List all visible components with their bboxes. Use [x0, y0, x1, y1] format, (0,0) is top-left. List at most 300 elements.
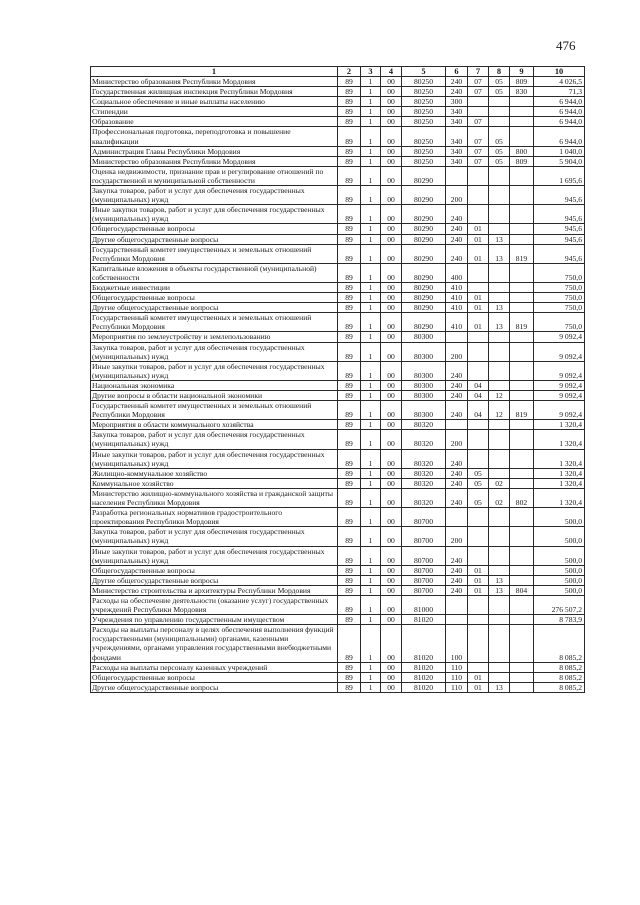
- column-header-9: 9: [510, 67, 534, 77]
- code-00-cell: 00: [381, 546, 402, 565]
- code-00-cell: 00: [381, 332, 402, 342]
- code-89-cell: 89: [338, 205, 361, 224]
- table-row: [91, 205, 585, 224]
- ministry-code-cell: [510, 166, 534, 185]
- item-name-cell: Закупка товаров, работ и услуг для обеспечения государственных (муниципальных) нужд: [91, 527, 338, 546]
- table-row: [91, 166, 585, 185]
- code-00-cell: 00: [381, 303, 402, 313]
- expense-type-cell: 410: [446, 282, 468, 292]
- code-00-cell: 00: [381, 117, 402, 127]
- code-1-cell: 1: [361, 662, 381, 672]
- column-header-1: 1: [91, 67, 338, 77]
- amount-cell: 1 320,4: [534, 449, 585, 468]
- amount-cell: 945,6: [534, 234, 585, 244]
- code-89-cell: 89: [338, 234, 361, 244]
- ministry-code-cell: [510, 205, 534, 224]
- table-row: [91, 342, 585, 361]
- code-89-cell: 89: [338, 430, 361, 449]
- code-89-cell: 89: [338, 166, 361, 185]
- target-code-cell: 80290: [402, 166, 446, 185]
- expense-type-cell: 200: [446, 430, 468, 449]
- amount-cell: 9 092,4: [534, 380, 585, 390]
- item-name-cell: Государственная жилищная инспекция Республики Мордовия: [91, 87, 338, 97]
- code-1-cell: 1: [361, 468, 381, 478]
- expense-type-cell: 410: [446, 293, 468, 303]
- table-row: [91, 380, 585, 390]
- subsection-cell: [489, 361, 510, 380]
- code-89-cell: 89: [338, 87, 361, 97]
- expense-type-cell: 240: [446, 391, 468, 401]
- code-89-cell: 89: [338, 420, 361, 430]
- expense-type-cell: 240: [446, 224, 468, 234]
- amount-cell: 750,0: [534, 263, 585, 282]
- expense-type-cell: 240: [446, 244, 468, 263]
- table-row: [91, 244, 585, 263]
- ministry-code-cell: 802: [510, 488, 534, 507]
- code-1-cell: 1: [361, 672, 381, 682]
- subsection-cell: [489, 107, 510, 117]
- ministry-code-cell: [510, 342, 534, 361]
- section-cell: [468, 166, 489, 185]
- target-code-cell: 81020: [402, 682, 446, 692]
- code-89-cell: 89: [338, 478, 361, 488]
- expense-type-cell: 200: [446, 186, 468, 205]
- subsection-cell: 02: [489, 478, 510, 488]
- section-cell: [468, 508, 489, 527]
- code-00-cell: 00: [381, 205, 402, 224]
- table-row: [91, 420, 585, 430]
- code-00-cell: 00: [381, 430, 402, 449]
- ministry-code-cell: [510, 615, 534, 625]
- target-code-cell: 80700: [402, 575, 446, 585]
- table-row: [91, 97, 585, 107]
- code-1-cell: 1: [361, 97, 381, 107]
- amount-cell: 276 507,2: [534, 595, 585, 614]
- section-cell: 01: [468, 313, 489, 332]
- column-header-3: 3: [361, 67, 381, 77]
- target-code-cell: 80250: [402, 127, 446, 146]
- target-code-cell: 80320: [402, 468, 446, 478]
- target-code-cell: 80290: [402, 303, 446, 313]
- expense-type-cell: [446, 420, 468, 430]
- column-header-10: 10: [534, 67, 585, 77]
- code-89-cell: 89: [338, 401, 361, 420]
- code-1-cell: 1: [361, 527, 381, 546]
- code-1-cell: 1: [361, 391, 381, 401]
- section-cell: [468, 625, 489, 662]
- ministry-code-cell: [510, 234, 534, 244]
- code-89-cell: 89: [338, 97, 361, 107]
- subsection-cell: [489, 662, 510, 672]
- code-00-cell: 00: [381, 565, 402, 575]
- amount-cell: 1 320,4: [534, 430, 585, 449]
- ministry-code-cell: 830: [510, 87, 534, 97]
- code-00-cell: 00: [381, 224, 402, 234]
- table-row: [91, 662, 585, 672]
- section-cell: 07: [468, 127, 489, 146]
- code-89-cell: 89: [338, 508, 361, 527]
- code-1-cell: 1: [361, 420, 381, 430]
- code-1-cell: 1: [361, 293, 381, 303]
- ministry-code-cell: [510, 224, 534, 234]
- table-row: [91, 682, 585, 692]
- target-code-cell: 81020: [402, 615, 446, 625]
- section-cell: 07: [468, 87, 489, 97]
- amount-cell: 500,0: [534, 585, 585, 595]
- code-1-cell: 1: [361, 449, 381, 468]
- code-00-cell: 00: [381, 166, 402, 185]
- expense-type-cell: [446, 615, 468, 625]
- item-name-cell: Администрация Главы Республики Мордовия: [91, 146, 338, 156]
- code-89-cell: 89: [338, 595, 361, 614]
- code-00-cell: 00: [381, 527, 402, 546]
- expense-type-cell: [446, 332, 468, 342]
- code-89-cell: 89: [338, 332, 361, 342]
- code-00-cell: 00: [381, 244, 402, 263]
- expense-type-cell: 340: [446, 146, 468, 156]
- item-name-cell: Государственный комитет имущественных и земельных отношений Республики Мордовия: [91, 313, 338, 332]
- section-cell: 04: [468, 401, 489, 420]
- target-code-cell: 80290: [402, 244, 446, 263]
- code-89-cell: 89: [338, 224, 361, 234]
- table-row: [91, 117, 585, 127]
- code-1-cell: 1: [361, 234, 381, 244]
- code-1-cell: 1: [361, 107, 381, 117]
- section-cell: [468, 546, 489, 565]
- section-cell: [468, 361, 489, 380]
- target-code-cell: 80320: [402, 488, 446, 507]
- subsection-cell: [489, 186, 510, 205]
- subsection-cell: [489, 468, 510, 478]
- code-89-cell: 89: [338, 117, 361, 127]
- item-name-cell: Иные закупки товаров, работ и услуг для обеспечения государственных (муниципальных) нужд: [91, 205, 338, 224]
- expense-type-cell: 240: [446, 205, 468, 224]
- ministry-code-cell: [510, 391, 534, 401]
- target-code-cell: 80320: [402, 430, 446, 449]
- code-1-cell: 1: [361, 478, 381, 488]
- item-name-cell: Жилищно-коммунальное хозяйство: [91, 468, 338, 478]
- ministry-code-cell: [510, 478, 534, 488]
- column-header-6: 6: [446, 67, 468, 77]
- code-89-cell: 89: [338, 127, 361, 146]
- code-89-cell: 89: [338, 468, 361, 478]
- subsection-cell: [489, 117, 510, 127]
- table-row: [91, 361, 585, 380]
- target-code-cell: 80700: [402, 546, 446, 565]
- expense-type-cell: 240: [446, 449, 468, 468]
- section-cell: [468, 449, 489, 468]
- expense-type-cell: 300: [446, 97, 468, 107]
- code-1-cell: 1: [361, 77, 381, 87]
- amount-cell: 500,0: [534, 527, 585, 546]
- code-00-cell: 00: [381, 391, 402, 401]
- target-code-cell: 80300: [402, 332, 446, 342]
- target-code-cell: 80290: [402, 186, 446, 205]
- code-00-cell: 00: [381, 127, 402, 146]
- ministry-code-cell: 819: [510, 244, 534, 263]
- table-row: [91, 303, 585, 313]
- item-name-cell: Министерство строительства и архитектуры Республики Мордовия: [91, 585, 338, 595]
- item-name-cell: Мероприятия по землеустройству и землепользованию: [91, 332, 338, 342]
- section-cell: 01: [468, 224, 489, 234]
- subsection-cell: 02: [489, 488, 510, 507]
- ministry-code-cell: [510, 546, 534, 565]
- expense-type-cell: 240: [446, 565, 468, 575]
- section-cell: [468, 595, 489, 614]
- section-cell: 01: [468, 293, 489, 303]
- table-row: [91, 224, 585, 234]
- code-1-cell: 1: [361, 625, 381, 662]
- amount-cell: 1 695,6: [534, 166, 585, 185]
- section-cell: [468, 420, 489, 430]
- expense-type-cell: 240: [446, 380, 468, 390]
- item-name-cell: Закупка товаров, работ и услуг для обеспечения государственных (муниципальных) нужд: [91, 430, 338, 449]
- column-header-4: 4: [381, 67, 402, 77]
- code-89-cell: 89: [338, 682, 361, 692]
- item-name-cell: Национальная экономика: [91, 380, 338, 390]
- expense-type-cell: 340: [446, 107, 468, 117]
- item-name-cell: Иные закупки товаров, работ и услуг для обеспечения государственных (муниципальных) нужд: [91, 546, 338, 565]
- item-name-cell: Оценка недвижимости, признание прав и регулирование отношений по государственной и муниципальной собственности: [91, 166, 338, 185]
- ministry-code-cell: [510, 430, 534, 449]
- target-code-cell: 81020: [402, 625, 446, 662]
- expense-type-cell: 340: [446, 156, 468, 166]
- item-name-cell: Иные закупки товаров, работ и услуг для обеспечения государственных (муниципальных) нужд: [91, 449, 338, 468]
- expense-type-cell: 110: [446, 672, 468, 682]
- amount-cell: 8 085,2: [534, 682, 585, 692]
- table-row: [91, 595, 585, 614]
- amount-cell: 1 320,4: [534, 488, 585, 507]
- table-body: [91, 77, 585, 693]
- item-name-cell: Общегосударственные вопросы: [91, 224, 338, 234]
- target-code-cell: 80290: [402, 234, 446, 244]
- ministry-code-cell: [510, 282, 534, 292]
- item-name-cell: Разработка региональных нормативов градостроительного проектирования Республики Мордовия: [91, 508, 338, 527]
- subsection-cell: [489, 342, 510, 361]
- ministry-code-cell: [510, 672, 534, 682]
- code-89-cell: 89: [338, 575, 361, 585]
- code-00-cell: 00: [381, 420, 402, 430]
- table-row: [91, 107, 585, 117]
- subsection-cell: [489, 595, 510, 614]
- table-row: [91, 293, 585, 303]
- code-1-cell: 1: [361, 565, 381, 575]
- code-00-cell: 00: [381, 87, 402, 97]
- expense-type-cell: 240: [446, 234, 468, 244]
- amount-cell: 71,3: [534, 87, 585, 97]
- budget-table: [90, 66, 585, 693]
- code-00-cell: 00: [381, 77, 402, 87]
- item-name-cell: Государственный комитет имущественных и земельных отношений Республики Мордовия: [91, 244, 338, 263]
- section-cell: 05: [468, 488, 489, 507]
- amount-cell: 945,6: [534, 186, 585, 205]
- amount-cell: 8 783,9: [534, 615, 585, 625]
- item-name-cell: Коммунальное хозяйство: [91, 478, 338, 488]
- code-89-cell: 89: [338, 546, 361, 565]
- amount-cell: 500,0: [534, 575, 585, 585]
- subsection-cell: 13: [489, 585, 510, 595]
- code-1-cell: 1: [361, 361, 381, 380]
- table-row: [91, 449, 585, 468]
- target-code-cell: 80300: [402, 342, 446, 361]
- table-row: [91, 615, 585, 625]
- amount-cell: 750,0: [534, 282, 585, 292]
- code-00-cell: 00: [381, 107, 402, 117]
- section-cell: [468, 263, 489, 282]
- code-89-cell: 89: [338, 625, 361, 662]
- table-row: [91, 282, 585, 292]
- expense-type-cell: 240: [446, 468, 468, 478]
- code-1-cell: 1: [361, 430, 381, 449]
- target-code-cell: 80700: [402, 508, 446, 527]
- ministry-code-cell: [510, 468, 534, 478]
- code-1-cell: 1: [361, 117, 381, 127]
- subsection-cell: 05: [489, 87, 510, 97]
- ministry-code-cell: [510, 527, 534, 546]
- section-cell: 05: [468, 468, 489, 478]
- item-name-cell: Другие вопросы в области национальной экономики: [91, 391, 338, 401]
- code-1-cell: 1: [361, 205, 381, 224]
- item-name-cell: Иные закупки товаров, работ и услуг для обеспечения государственных (муниципальных) нужд: [91, 361, 338, 380]
- code-89-cell: 89: [338, 361, 361, 380]
- section-cell: 01: [468, 234, 489, 244]
- expense-type-cell: 340: [446, 127, 468, 146]
- column-header-5: 5: [402, 67, 446, 77]
- ministry-code-cell: [510, 380, 534, 390]
- code-89-cell: 89: [338, 527, 361, 546]
- target-code-cell: 80250: [402, 87, 446, 97]
- subsection-cell: [489, 449, 510, 468]
- item-name-cell: Общегосударственные вопросы: [91, 672, 338, 682]
- ministry-code-cell: [510, 303, 534, 313]
- subsection-cell: [489, 380, 510, 390]
- subsection-cell: [489, 166, 510, 185]
- amount-cell: 8 085,2: [534, 625, 585, 662]
- ministry-code-cell: [510, 332, 534, 342]
- table-row: [91, 263, 585, 282]
- ministry-code-cell: 809: [510, 156, 534, 166]
- subsection-cell: [489, 205, 510, 224]
- table-row: [91, 186, 585, 205]
- amount-cell: 9 092,4: [534, 391, 585, 401]
- code-89-cell: 89: [338, 186, 361, 205]
- target-code-cell: 80250: [402, 107, 446, 117]
- target-code-cell: 81000: [402, 595, 446, 614]
- target-code-cell: 80300: [402, 391, 446, 401]
- amount-cell: 6 944,0: [534, 117, 585, 127]
- section-cell: [468, 342, 489, 361]
- item-name-cell: Другие общегосударственные вопросы: [91, 303, 338, 313]
- code-00-cell: 00: [381, 156, 402, 166]
- expense-type-cell: 240: [446, 488, 468, 507]
- code-1-cell: 1: [361, 166, 381, 185]
- section-cell: 01: [468, 672, 489, 682]
- subsection-cell: [489, 615, 510, 625]
- code-00-cell: 00: [381, 234, 402, 244]
- code-00-cell: 00: [381, 468, 402, 478]
- ministry-code-cell: 809: [510, 77, 534, 87]
- expense-type-cell: [446, 595, 468, 614]
- subsection-cell: [489, 420, 510, 430]
- subsection-cell: 13: [489, 244, 510, 263]
- code-1-cell: 1: [361, 303, 381, 313]
- amount-cell: 9 092,4: [534, 361, 585, 380]
- table-row: [91, 87, 585, 97]
- ministry-code-cell: [510, 595, 534, 614]
- code-1-cell: 1: [361, 156, 381, 166]
- section-cell: [468, 662, 489, 672]
- target-code-cell: 80290: [402, 282, 446, 292]
- item-name-cell: Капитальные вложения в объекты государственной (муниципальной) собственности: [91, 263, 338, 282]
- expense-type-cell: 110: [446, 662, 468, 672]
- item-name-cell: Расходы на выплаты персоналу в целях обеспечения выполнения функций государственными (муниципальными) органами, казенными учреждениями, органами управления государственными внебюджетными фондами: [91, 625, 338, 662]
- table-row: [91, 391, 585, 401]
- amount-cell: 1 320,4: [534, 478, 585, 488]
- code-00-cell: 00: [381, 313, 402, 332]
- code-89-cell: 89: [338, 282, 361, 292]
- target-code-cell: 80290: [402, 263, 446, 282]
- ministry-code-cell: [510, 449, 534, 468]
- column-header-2: 2: [338, 67, 361, 77]
- code-1-cell: 1: [361, 263, 381, 282]
- subsection-cell: [489, 263, 510, 282]
- amount-cell: 1 320,4: [534, 468, 585, 478]
- amount-cell: 750,0: [534, 313, 585, 332]
- section-cell: 01: [468, 565, 489, 575]
- amount-cell: 945,6: [534, 205, 585, 224]
- subsection-cell: 13: [489, 234, 510, 244]
- table-row: [91, 234, 585, 244]
- item-name-cell: Министерство образования Республики Мордовия: [91, 77, 338, 87]
- code-00-cell: 00: [381, 293, 402, 303]
- code-89-cell: 89: [338, 107, 361, 117]
- target-code-cell: 80300: [402, 361, 446, 380]
- code-00-cell: 00: [381, 625, 402, 662]
- expense-type-cell: 240: [446, 478, 468, 488]
- ministry-code-cell: 804: [510, 585, 534, 595]
- amount-cell: 500,0: [534, 546, 585, 565]
- code-00-cell: 00: [381, 615, 402, 625]
- code-1-cell: 1: [361, 575, 381, 585]
- expense-type-cell: [446, 508, 468, 527]
- ministry-code-cell: [510, 575, 534, 585]
- amount-cell: 8 085,2: [534, 672, 585, 682]
- code-1-cell: 1: [361, 282, 381, 292]
- subsection-cell: [489, 293, 510, 303]
- item-name-cell: Другие общегосударственные вопросы: [91, 682, 338, 692]
- table-row: [91, 478, 585, 488]
- expense-type-cell: 110: [446, 682, 468, 692]
- table-header-row: [91, 67, 585, 77]
- code-89-cell: 89: [338, 662, 361, 672]
- section-cell: 07: [468, 146, 489, 156]
- section-cell: 01: [468, 575, 489, 585]
- expense-type-cell: 400: [446, 263, 468, 282]
- ministry-code-cell: [510, 127, 534, 146]
- subsection-cell: 12: [489, 401, 510, 420]
- code-1-cell: 1: [361, 595, 381, 614]
- code-89-cell: 89: [338, 293, 361, 303]
- subsection-cell: 13: [489, 575, 510, 585]
- table-row: [91, 77, 585, 87]
- item-name-cell: Общегосударственные вопросы: [91, 293, 338, 303]
- section-cell: 04: [468, 380, 489, 390]
- expense-type-cell: 240: [446, 77, 468, 87]
- column-header-8: 8: [489, 67, 510, 77]
- section-cell: [468, 205, 489, 224]
- subsection-cell: [489, 565, 510, 575]
- item-name-cell: Социальное обеспечение и иные выплаты населению: [91, 97, 338, 107]
